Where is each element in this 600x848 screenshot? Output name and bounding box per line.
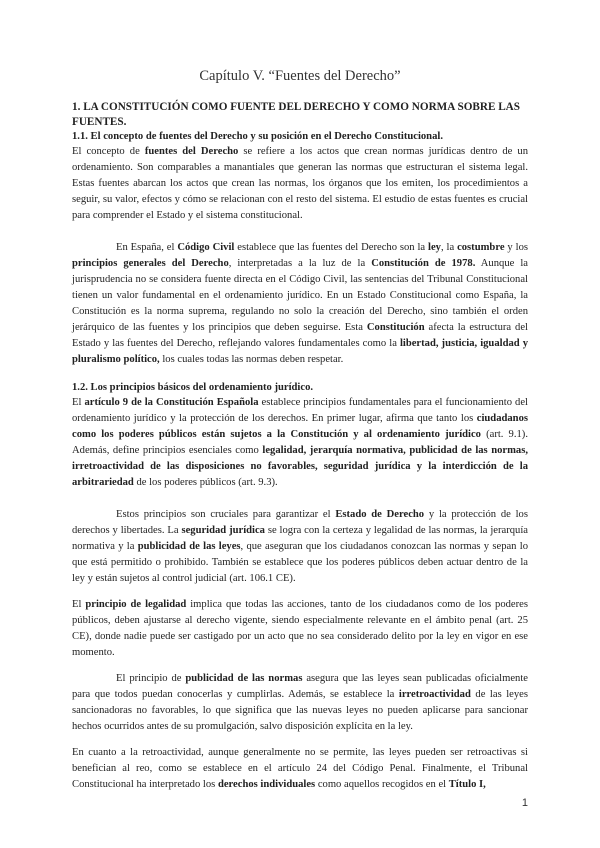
bold-term: ciudadanos como los poderes públicos están sujetos a la Constitución y al ordenamiento jurídico xyxy=(72,413,528,440)
text: , la xyxy=(440,242,458,253)
bold-term: artículo 9 de la Constitución Española xyxy=(84,397,259,408)
text: El concepto de xyxy=(72,146,145,157)
paragraph xyxy=(72,395,528,491)
text: de los poderes públicos (art. 9.3). xyxy=(133,477,278,488)
paragraph xyxy=(72,671,528,735)
text: los cuales todas las normas deben respetar. xyxy=(159,354,344,365)
text: Aunque la jurisprudencia no se considera fuente directa en el Código Civil, las sentencias del Tribunal Constitucional tienen un valor fundamental en el ordenamiento jurídico. En un Estado Constitucional como España, la Constitución es la norma suprema, regulando no solo la creación del Derecho, sino también el orden jerárquico de las fuentes y los principios que deben seguirse. Esta xyxy=(72,258,528,333)
text: afecta la estructura del Estado y las fuentes del Derecho, reflejando valores fundamentales como la xyxy=(72,322,528,349)
text: En España, el xyxy=(116,242,178,253)
text: de las leyes sancionadoras no favorables, lo que significa que las nuevas leyes no pueden aplicarse para sancionar hechos ocurridos antes de su promulgación, salvo disposición explícita en la ley. xyxy=(72,689,528,732)
subsection-heading: 1.1. El concepto de fuentes del Derecho y su posición en el Derecho Constitucional. xyxy=(72,131,443,142)
paragraph xyxy=(72,507,528,587)
paragraph xyxy=(72,597,528,661)
text: asegura que las leyes sean publicadas oficialmente para que todos puedan conocerlas y cumplirlas. Además, se establece la xyxy=(72,673,528,700)
subsection-heading: 1.2. Los principios básicos del ordenamiento jurídico. xyxy=(72,382,314,393)
section-heading: 1. LA CONSTITUCIÓN COMO FUENTE DEL DERECHO Y COMO NORMA SOBRE LAS FUENTES. xyxy=(72,101,520,128)
bold-term: Constitución de 1978. xyxy=(371,258,476,269)
bold-term: principio de legalidad xyxy=(85,599,187,610)
paragraph xyxy=(72,144,528,224)
text: se refiere a los actos que crean normas jurídicas dentro de un ordenamiento. Son comparables a manantiales que generan las normas que estructuran el sistema legal. Estas fuentes abarcan los actos que crean las normas, los órganos que los emiten, los procedimientos a seguir, su valor, efectos y cómo se relacionan con el resto del sistema. El estudio de estas fuentes es crucial para comprender el Estado y el sistema constitucional. xyxy=(72,146,528,221)
text: implica que todas las acciones, tanto de los ciudadanos como de los poderes públicos, deben ajustarse al derecho vigente, siendo especialmente relevante en el ámbito penal (art. 25 CE), donde nadie puede ser castigado por un acto que no sea considerado delito por la ley en vigor en ese momento. xyxy=(72,599,528,658)
bold-term: Estado de Derecho xyxy=(335,509,425,520)
bold-term: libertad, justicia, igualdad y pluralismo político, xyxy=(72,338,528,365)
text: y los xyxy=(504,242,528,253)
text: El xyxy=(72,599,86,610)
text: establece principios fundamentales para el funcionamiento del ordenamiento jurídico y la protección de los derechos. En primer lugar, afirma que tanto los xyxy=(72,397,528,424)
bold-term: Título I, xyxy=(448,779,486,790)
paragraph xyxy=(72,240,528,368)
page-number: 1 xyxy=(521,797,528,809)
bold-term: publicidad de las leyes xyxy=(137,541,241,552)
bold-term: costumbre xyxy=(457,242,505,253)
bold-term: publicidad de las normas xyxy=(185,673,303,684)
bold-term: seguridad jurídica xyxy=(181,525,265,536)
document-body xyxy=(72,100,528,793)
text: establece que las fuentes del Derecho son la xyxy=(234,242,429,253)
paragraph xyxy=(72,745,528,793)
bold-term: derechos individuales xyxy=(217,779,316,790)
bold-term: Código Civil xyxy=(177,242,235,253)
bold-term: legalidad, jerarquía normativa, publicidad de las normas, irretroactividad de las disposiciones no favorables, seguridad jurídica y la interdicción de la arbitrariedad xyxy=(72,445,529,488)
text: como aquellos recogidos en el xyxy=(315,779,449,790)
text: , interpretadas a la luz de la xyxy=(228,258,372,269)
text: se logra con la certeza y legalidad de las normas, la jerarquía normativa y la xyxy=(72,525,528,552)
bold-term: Constitución xyxy=(366,322,425,333)
text: (art. 9.1). Además, define principios esenciales como xyxy=(72,429,528,456)
text: , que aseguran que los ciudadanos conozcan las normas y sepan lo que está permitido o prohibido. También se establece que los poderes públicos deben actuar dentro de la ley y están sujetos al control judicial (art. 106.1 CE). xyxy=(72,541,528,584)
text: Estos principios son cruciales para garantizar el xyxy=(116,509,336,520)
chapter-title: Capítulo V. “Fuentes del Derecho” xyxy=(199,68,401,84)
text: y la protección de los derechos y libertades. La xyxy=(72,509,528,536)
text: El xyxy=(72,397,85,408)
bold-term: irretroactividad xyxy=(398,689,471,700)
text: El principio de xyxy=(116,673,186,684)
bold-term: fuentes del Derecho xyxy=(144,146,239,157)
text: En cuanto a la retroactividad, aunque generalmente no se permite, las leyes pueden ser retroactivas si benefician al reo, como se establece en el artículo 24 del Código Penal. Finalmente, el Tribunal Constitucional ha interpretado los xyxy=(72,747,528,790)
bold-term: ley xyxy=(428,242,441,253)
bold-term: principios generales del Derecho xyxy=(72,258,229,269)
